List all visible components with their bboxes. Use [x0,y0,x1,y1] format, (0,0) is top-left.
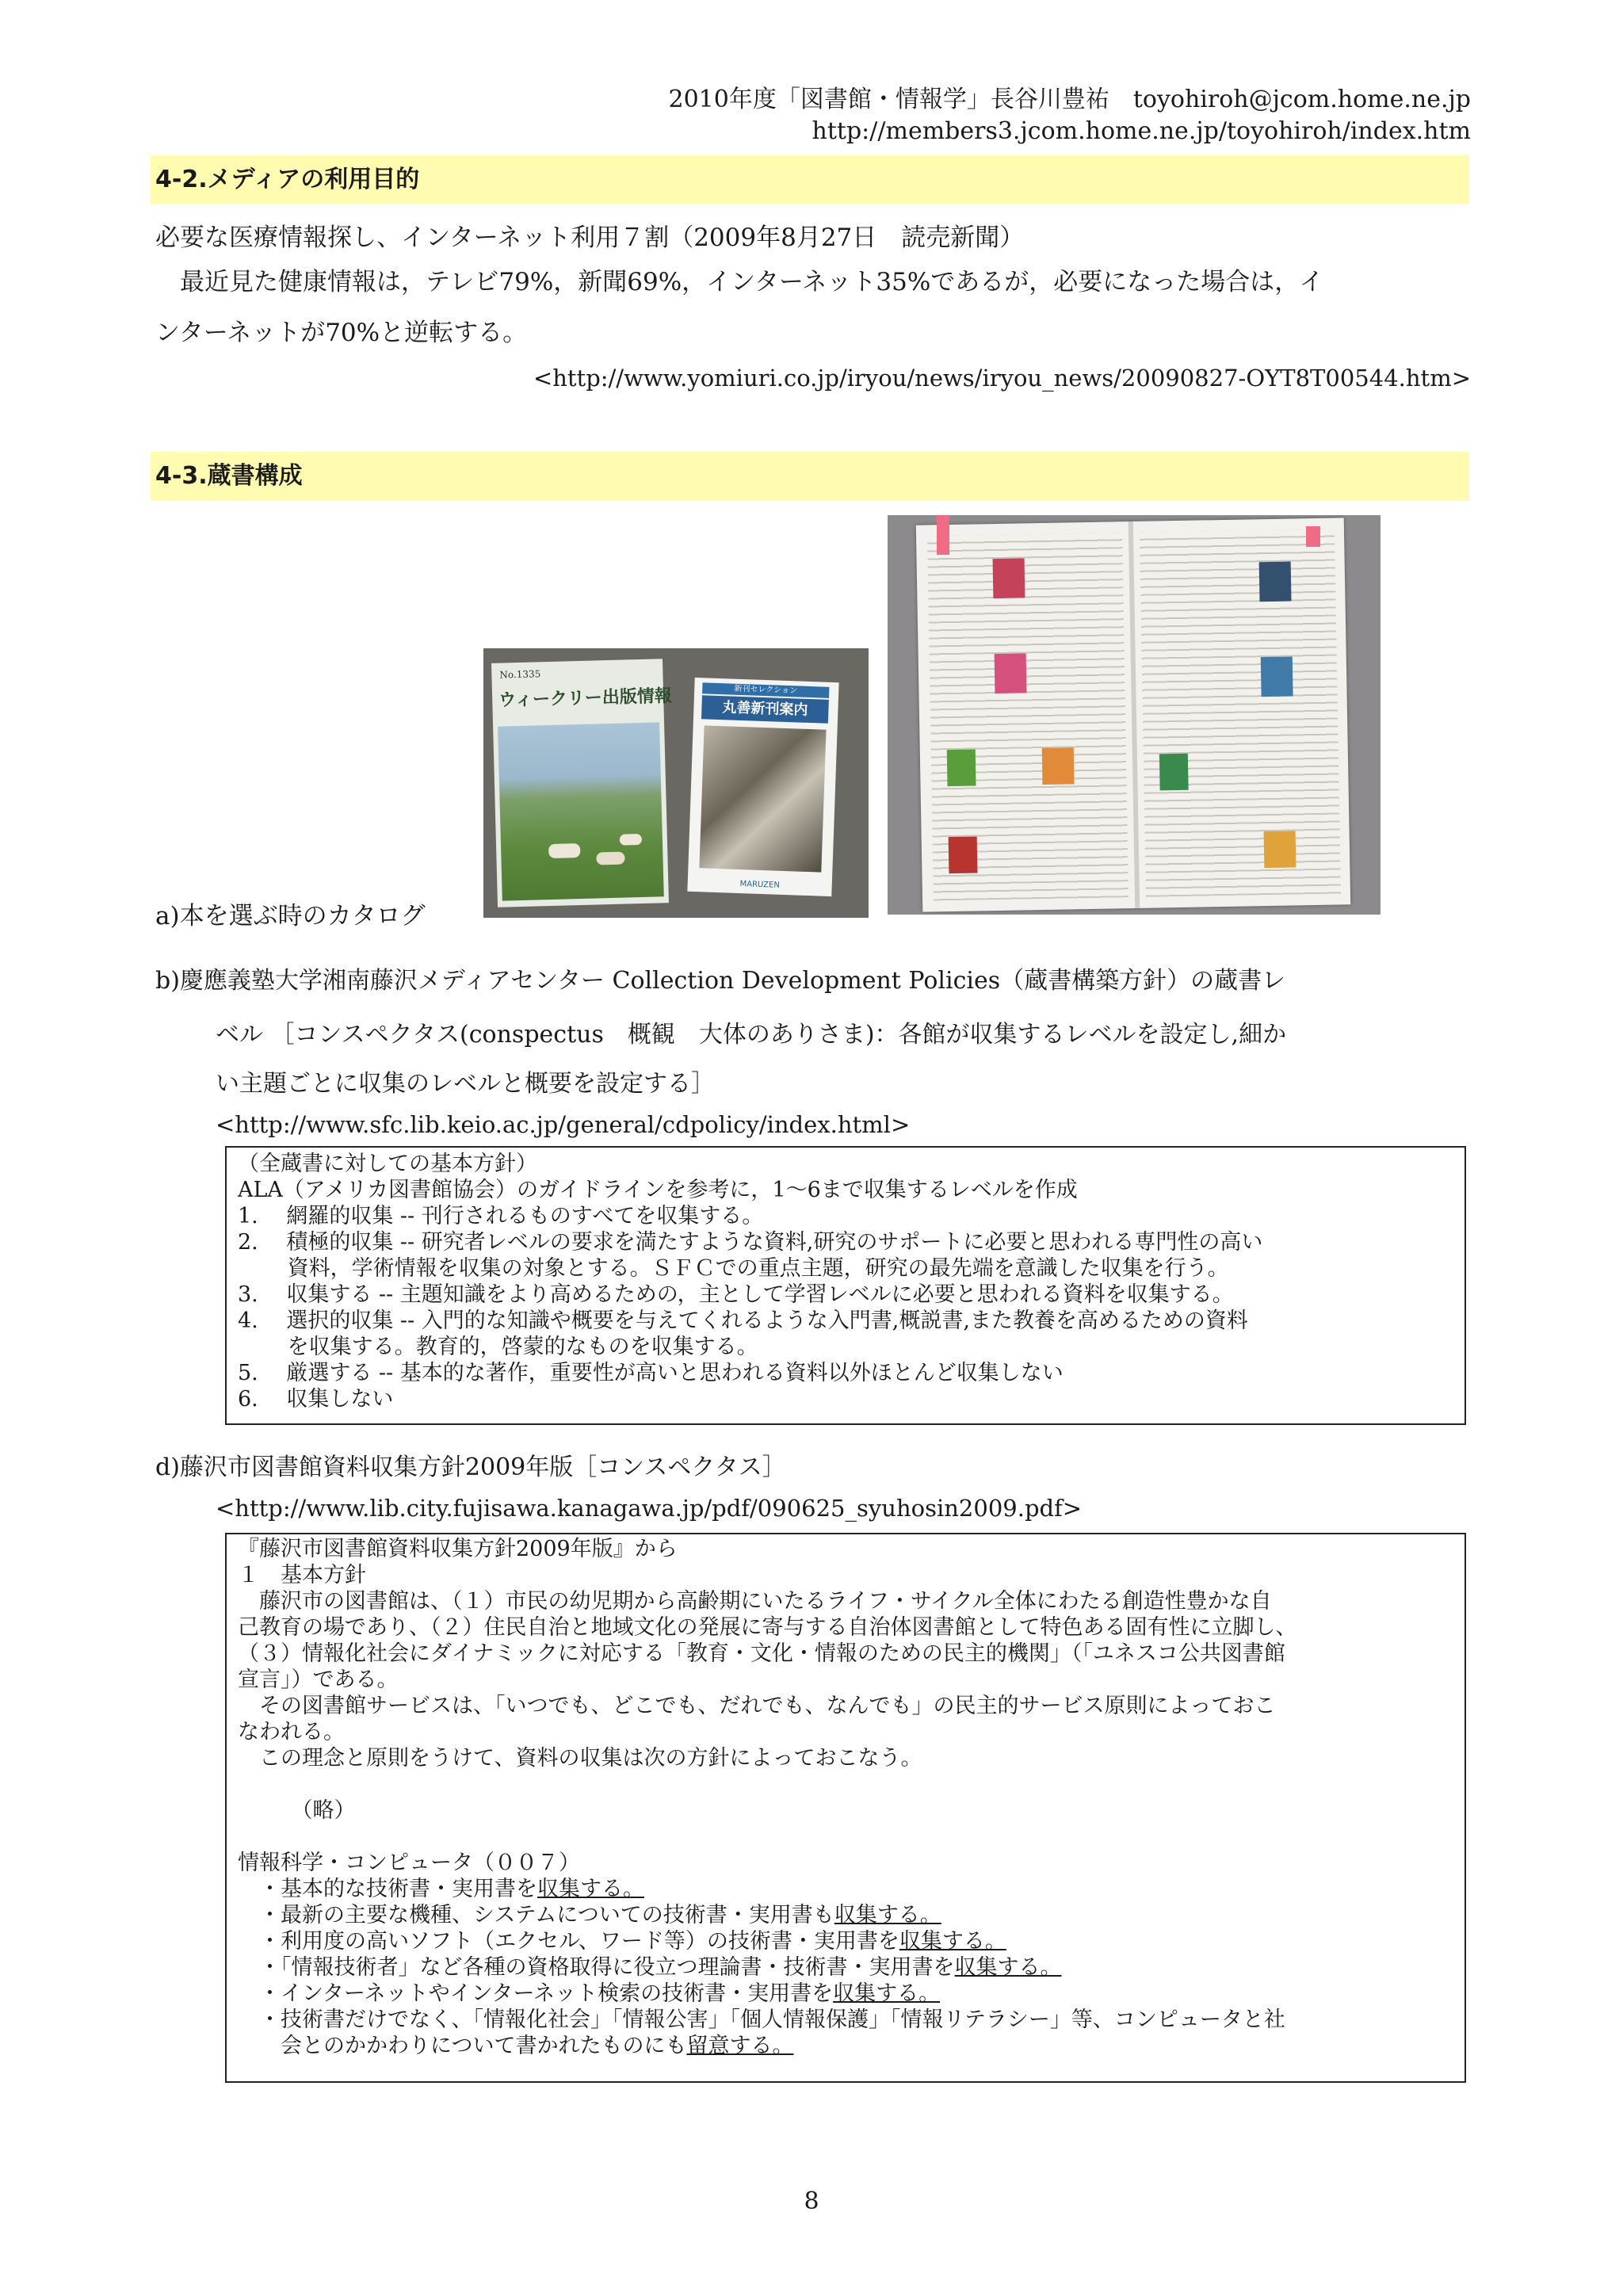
header-url: http://members3.jcom.home.ne.jp/toyohiroh/index.htm [812,117,1471,145]
keio-collection-levels-box [225,1146,1466,1425]
maruzen-catalog-banner: 新刊セレクション [702,682,829,698]
sticky-tab [1306,526,1320,547]
keio-policy-line-2: ベル ［コンスペクタス(conspectus 概観 大体のありさま)：各館が収集するレベルを設定し,細か [216,1021,1287,1049]
sticky-tab [937,515,949,555]
box-blank-line [238,1771,1453,1797]
news-headline: 必要な医療情報探し、インターネット利用７割（2009年8月27日 読売新聞） [155,223,1025,252]
bullet-item: 会とのかかわりについて書かれたものにも留意する。 [238,2034,794,2058]
box-line: （略） [238,1798,356,1823]
catalog-issue-number: No.1335 [499,668,541,681]
library-interior-image [699,725,826,872]
catalog-spine [1128,521,1140,908]
box-line: 4. 選択的収集 -- 入門的な知識や概要を与えてくれるような入門書,概説書,また教養を高めるための資料 [238,1308,1248,1333]
open-catalog-photo [888,515,1381,915]
section-4-2-title: 4-2.メディアの利用目的 [151,155,1469,204]
news-paragraph-2: ンターネットが70%と逆転する。 [155,319,528,347]
box-line: 己教育の場であり、（２）住民自治と地域文化の発展に寄与する自治体図書館として特色ある固有性に立脚し、 [238,1615,1297,1640]
fujisawa-policy-url: <http://www.lib.city.fujisawa.kanagawa.jp/pdf/090625_syuhosin2009.pdf> [216,1495,1083,1522]
header-author-line: 2010年度「図書館・情報学」長谷川豊祐 toyohiroh@jcom.home.ne.jp [668,86,1471,113]
maruzen-catalog-title: 丸善新刊案内 [701,695,829,724]
bullet-item: ・技術書だけでなく、「情報化社会」「情報公害」「個人情報保護」「情報リテラシー」等、コンピュータと社 [238,2008,1285,2032]
catalog-caption: a)本を選ぶ時のカタログ [155,902,426,930]
bullet-item: ・インターネットやインターネット検索の技術書・実用書を収集する。 [238,1981,941,2006]
box-line: 3. 収集する -- 主題知識をより高めるための，主として学習レベルに必要と思われる資料を収集する。 [238,1282,1234,1307]
catalog-covers-photo [483,648,869,918]
maruzen-logo-text: MARUZEN [739,880,780,890]
maruzen-catalog-cover [687,678,838,896]
box-line: 宣言」）である。 [238,1668,399,1692]
fujisawa-policy-box [225,1533,1466,2083]
box-line: 情報科学・コンピュータ（００７） [238,1851,580,1875]
catalog-left-page-listings [927,533,1128,900]
catalog-right-page-listings [1140,529,1341,897]
box-line: （３）情報化社会にダイナミックに対応する「教育・文化・情報のための民主的機関」（「ユネスコ公共図書館 [238,1641,1285,1666]
bullet-item: ・基本的な技術書・実用書を収集する。 [238,1877,644,1901]
box-line: 5. 厳選する -- 基本的な著作，重要性が高いと思われる資料以外ほとんど収集しない [238,1361,1064,1385]
box-line: （全蔵書に対しての基本方針） [238,1152,537,1176]
box-line: その図書館サービスは、「いつでも、どこでも、だれでも、なんでも」の民主的サービス原則によっておこ [238,1694,1276,1718]
keio-policy-line-3: い主題ごとに収集のレベルと概要を設定する］ [216,1070,715,1098]
landscape-image [498,722,664,900]
bullet-item: ・利用度の高いソフト（エクセル、ワード等）の技術書・実用書を収集する。 [238,1929,1006,1954]
page-number: 8 [804,2187,819,2215]
box-line: 6. 収集しない [238,1387,394,1412]
bullet-item: ・「情報技術者」など各種の資格取得に役立つ理論書・技術書・実用書を収集する。 [238,1955,1062,1980]
box-line: 藤沢市の図書館は、（１）市民の幼児期から高齢期にいたるライフ・サイクル全体にわたる創造性豊かな自 [238,1589,1272,1614]
keio-policy-line-1: b)慶應義塾大学湘南藤沢メディアセンター Collection Development Policies（蔵書構築方針）の蔵書レ [155,967,1286,995]
fujisawa-policy-line: d)藤沢市図書館資料収集方針2009年版［コンスペクタス］ [155,1454,786,1481]
box-line: 資料，学術情報を収集の対象とする。ＳＦＣでの重点主題，研究の最先端を意識した収集を行う。 [238,1256,1229,1281]
keio-policy-url: <http://www.sfc.lib.keio.ac.jp/general/cdpolicy/index.html> [216,1111,911,1138]
box-line: 2. 積極的収集 -- 研究者レベルの要求を満たすような資料,研究のサポートに必要と思われる専門性の高い [238,1230,1263,1255]
bullet-item: ・最新の主要な機種、システムについての技術書・実用書も収集する。 [238,1903,941,1927]
box-line: を収集する。教育的，啓蒙的なものを収集する。 [238,1335,758,1359]
section-4-3-title: 4-3.蔵書構成 [151,452,1469,501]
news-paragraph-1: 最近見た健康情報は，テレビ79%，新聞69%，インターネット35%であるが，必要になった場合は，イ [155,268,1324,296]
weekly-catalog-cover [491,659,673,907]
box-line: 『藤沢市図書館資料収集方針2009年版』から [238,1537,678,1561]
box-blank-line [238,1824,1453,1850]
box-line: なわれる。 [238,1720,345,1744]
news-url: <http://www.yomiuri.co.jp/iryou/news/iryou_news/20090827-OYT8T00544.htm> [533,365,1471,392]
box-line: 1. 網羅的収集 -- 刊行されるものすべてを収集する。 [238,1204,764,1228]
box-line: ALA（アメリカ図書館協会）のガイドラインを参考に，1～6まで収集するレベルを作成 [238,1178,1078,1202]
box-line: １ 基本方針 [238,1563,366,1587]
open-catalog-pages [916,518,1350,911]
box-line: この理念と原則をうけて、資料の収集は次の方針によっておこなう。 [238,1746,922,1771]
weekly-catalog-title: ウィークリー出版情報 [498,686,673,711]
